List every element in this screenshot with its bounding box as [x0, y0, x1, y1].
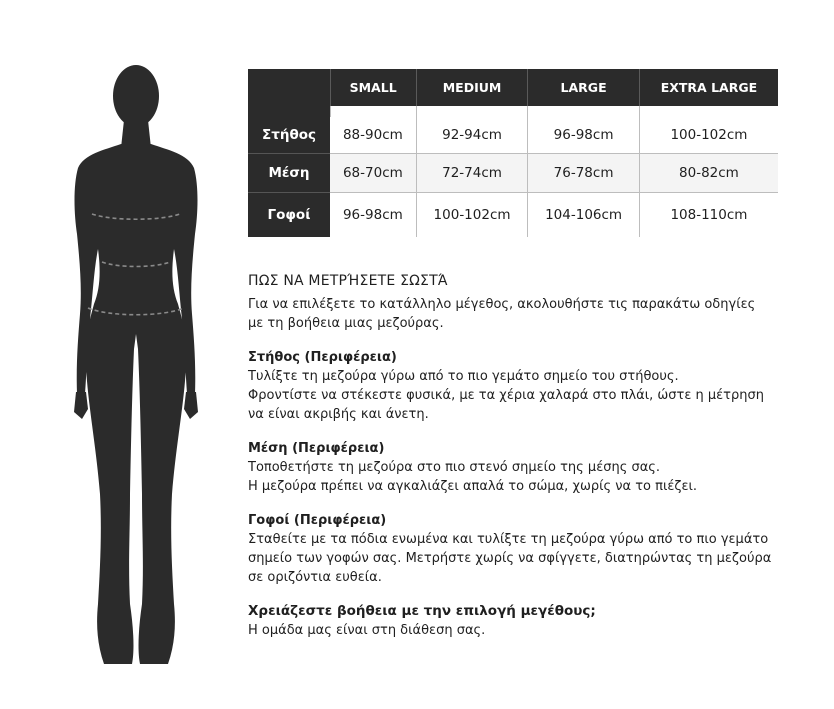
- table-cell: 108-110cm: [670, 207, 748, 223]
- chest-section: [248, 348, 808, 424]
- figure-left-hand: [74, 392, 88, 419]
- table-cell: 92-94cm: [416, 117, 528, 154]
- section-heading: Στήθος (Περιφέρεια): [248, 350, 397, 365]
- section-line: Σταθείτε με τα πόδια ενωμένα και τυλίξτε τη μεζούρα γύρω από το πιο γεμάτο: [248, 532, 769, 547]
- table-cell: 100-102cm: [639, 117, 778, 154]
- section-heading: Γοφοί (Περιφέρεια): [248, 513, 387, 528]
- table-cell: 80-82cm: [639, 154, 778, 193]
- table-cell: 88-90cm: [330, 117, 416, 154]
- section-line: Η μεζούρα πρέπει να αγκαλιάζει απαλά το σώμα, χωρίς να το πιέζει.: [248, 479, 698, 494]
- measurement-guide: [248, 272, 808, 640]
- section-line: σε οριζόντια ευθεία.: [248, 570, 382, 585]
- help-text: Η ομάδα μας είναι στη διάθεση σας.: [248, 623, 486, 638]
- section-line: Τοποθετήστε τη μεζούρα στο πιο στενό σημείο της μέσης σας.: [248, 460, 661, 475]
- table-cell: 96-98cm: [330, 193, 416, 238]
- size-header-row: [248, 69, 778, 106]
- hips-section: [248, 511, 808, 587]
- spacer-row: [248, 106, 778, 117]
- figure-right-hand: [184, 392, 198, 419]
- section-line: σημείο των γοφών σας. Μετρήστε χωρίς να σφίγγετε, διατηρώντας τη μεζούρα: [248, 551, 772, 566]
- corner-cell: [248, 69, 330, 106]
- figure-head: [113, 65, 159, 127]
- row-label: Γοφοί: [248, 193, 330, 238]
- figure-neck: [121, 120, 151, 148]
- table-cell: 68-70cm: [330, 154, 416, 193]
- section-heading: Μέση (Περιφέρεια): [248, 441, 385, 456]
- help-section: [248, 602, 808, 640]
- guide-intro-line: με τη βοήθεια μιας μεζούρας.: [248, 316, 444, 331]
- size-chart-table: [248, 69, 778, 237]
- guide-intro-line: Για να επιλέξετε το κατάλληλο μέγεθος, ακολουθήστε τις παρακάτω οδηγίες: [248, 297, 756, 312]
- help-title: Χρειάζεστε βοήθεια με την επιλογή μεγέθους;: [248, 603, 596, 619]
- table-row: [248, 193, 778, 238]
- column-header: LARGE: [528, 69, 640, 106]
- row-label: Στήθος: [248, 117, 330, 154]
- waist-section: [248, 439, 808, 496]
- column-header: MEDIUM: [416, 69, 528, 106]
- column-header: EXTRA LARGE: [639, 69, 778, 106]
- guide-title: ΠΩΣ ΝΑ ΜΕΤΡΉΣΕΤΕ ΣΩΣΤΆ: [248, 273, 448, 289]
- table-row: [248, 154, 778, 193]
- table-cell: 100-102cm: [416, 193, 528, 238]
- table-cell: 104-106cm: [528, 193, 640, 238]
- body-silhouette: [60, 64, 212, 670]
- table-cell: 72-74cm: [416, 154, 528, 193]
- figure-torso: [75, 144, 198, 664]
- section-line: Τυλίξτε τη μεζούρα γύρω από το πιο γεμάτο σημείο του στήθους.: [248, 369, 679, 384]
- table-row: [248, 117, 778, 154]
- table-cell: 96-98cm: [528, 117, 640, 154]
- column-header: SMALL: [330, 69, 416, 106]
- row-label: Μέση: [248, 154, 330, 193]
- table-cell: 76-78cm: [528, 154, 640, 193]
- section-line: Φροντίστε να στέκεστε φυσικά, με τα χέρια χαλαρά στο πλάι, ώστε η μέτρηση: [248, 388, 764, 403]
- section-line: να είναι ακριβής και άνετη.: [248, 407, 429, 422]
